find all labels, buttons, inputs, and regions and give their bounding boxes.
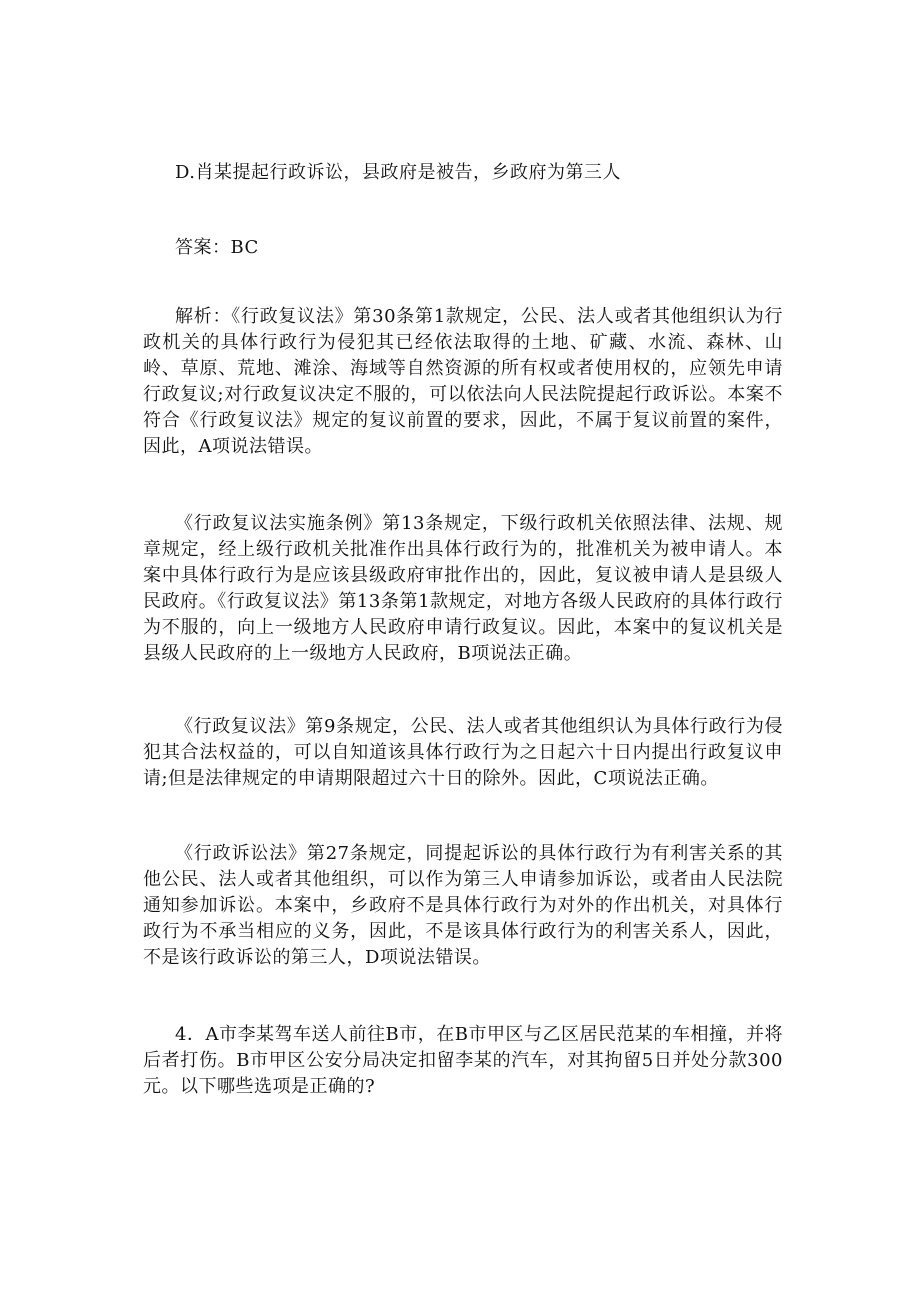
answer: 答案：BC: [175, 237, 259, 258]
analysis-paragraph: 解析：《行政复议法》第30条第1款规定，公民、法人或者其他组织认为行政机关的具体行政行为侵犯其已经依法取得的土地、矿藏、水流、森林、山岭、草原、荒地、滩涂、海域等自然资源的所有权或者使用权的，应领先申请行政复议;对行政复议决定不服的，可以依法向人民法院提起行政诉讼。本案不符合《行政复议法》规定的复议前置的要求，因此，不属于复议前置的案件，因此，A项说法错误。: [143, 306, 783, 457]
analysis-paragraph: 《行政复议法》第9条规定，公民、法人或者其他组织认为具体行政行为侵犯其合法权益的，可以自知道该具体行政行为之日起六十日内提出行政复议申请;但是法律规定的申请期限超过六十日的除外。因此，C项说法正确。: [143, 716, 783, 789]
analysis-paragraph: 《行政诉讼法》第27条规定，同提起诉讼的具体行政行为有利害关系的其他公民、法人或者其他组织，可以作为第三人申请参加诉讼，或者由人民法院通知参加诉讼。本案中，乡政府不是具体行政行为对外的作出机关，对具体行政行为不承当相应的义务，因此，不是该具体行政行为的利害关系人，因此，不是该行政诉讼的第三人，D项说法错误。: [143, 843, 783, 968]
option-d: D.肖某提起行政诉讼，县政府是被告，乡政府为第三人: [175, 162, 622, 183]
analysis-paragraph: 《行政复议法实施条例》第13条规定，下级行政机关依照法律、法规、规章规定，经上级行政机关批准作出具体行政行为的，批准机关为被申请人。本案中具体行政行为是应该县级政府审批作出的，因此，复议被申请人是县级人民政府。《行政复议法》第13条第1款规定，对地方各级人民政府的具体行政行为不服的，向上一级地方人民政府申请行政复议。因此，本案中的复议机关是县级人民政府的上一级地方人民政府，B项说法正确。: [143, 513, 783, 664]
question-4: 4．A市李某驾车送人前往B市，在B市甲区与乙区居民范某的车相撞，并将后者打伤。B市甲区公安分局决定扣留李某的汽车，对其拘留5日并处分款300元。以下哪些选项是正确的?: [143, 1024, 783, 1097]
